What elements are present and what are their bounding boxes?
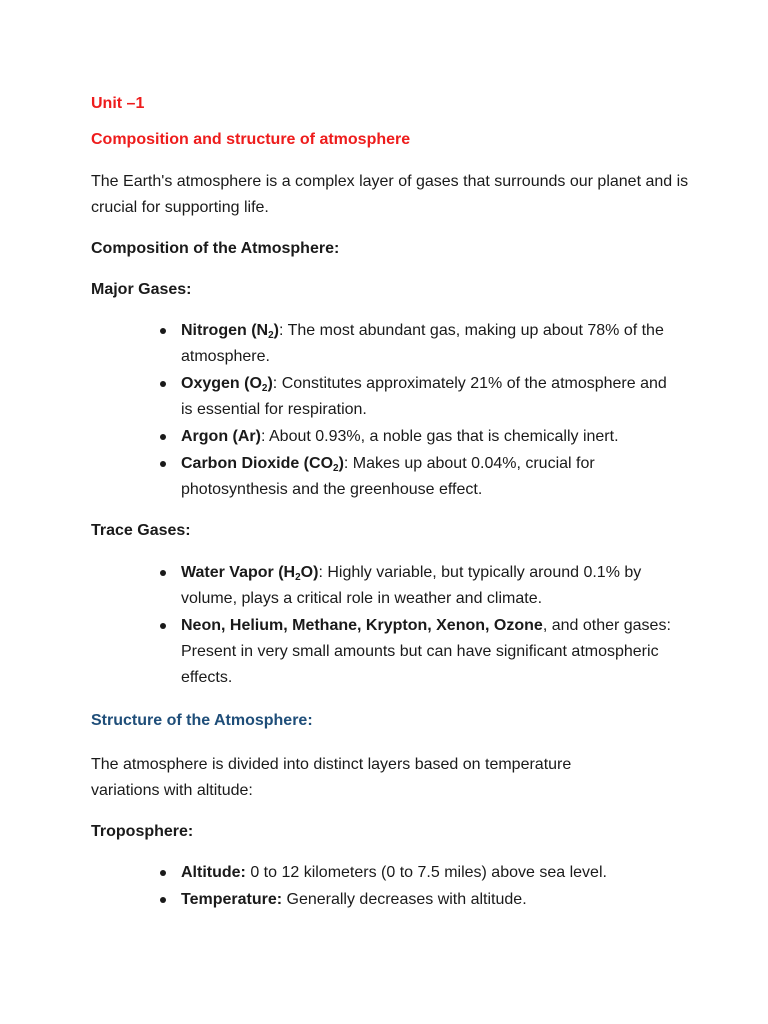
trace-gases-list bbox=[181, 560, 681, 692]
structure-heading: Structure of the Atmosphere: bbox=[91, 712, 313, 729]
list-item bbox=[181, 424, 681, 450]
gas-description: , and other gases: Present in very small amounts but can have significant atmospheric effects. bbox=[181, 617, 671, 686]
gas-description: : About 0.93%, a noble gas that is chemically inert. bbox=[260, 428, 619, 445]
property-term: Temperature: bbox=[181, 891, 283, 908]
property-description: 0 to 12 kilometers (0 to 7.5 miles) above sea level. bbox=[245, 864, 607, 881]
structure-intro-paragraph: The atmosphere is divided into distinct layers based on temperature variations with altitude: bbox=[91, 756, 572, 799]
list-item bbox=[181, 860, 681, 886]
list-item bbox=[181, 371, 681, 423]
list-item bbox=[181, 451, 681, 503]
major-gases-list bbox=[181, 318, 681, 504]
intro-paragraph: The Earth's atmosphere is a complex layer of gases that surrounds our planet and is crucial for supporting life. bbox=[91, 173, 689, 216]
unit-label: Unit –1 bbox=[91, 95, 145, 112]
gas-description: : Constitutes approximately 21% of the atmosphere and is essential for respiration. bbox=[181, 375, 667, 418]
gas-term: Carbon Dioxide $(CO_2)$ bbox=[181, 455, 344, 474]
list-item bbox=[181, 613, 681, 691]
gas-term: Oxygen $(O_2)$ bbox=[181, 375, 273, 394]
troposphere-list bbox=[181, 860, 681, 914]
gas-term: Neon, Helium, Methane, Krypton, Xenon, Ozone bbox=[181, 617, 543, 634]
property-description: Generally decreases with altitude. bbox=[282, 891, 527, 908]
gas-term: Nitrogen $(N_2)$ bbox=[181, 322, 279, 341]
major-gases-heading: Major Gases: bbox=[91, 281, 192, 298]
gas-term: Water Vapor $(H_2O)$ bbox=[181, 564, 319, 583]
list-item bbox=[181, 887, 681, 913]
gas-term: Argon (Ar) bbox=[181, 428, 261, 445]
topic-title: Composition and structure of atmosphere bbox=[91, 131, 411, 148]
composition-heading: Composition of the Atmosphere: bbox=[91, 240, 340, 257]
trace-gases-heading: Trace Gases: bbox=[91, 522, 191, 539]
property-term: Altitude: bbox=[181, 864, 246, 881]
troposphere-heading: Troposphere: bbox=[91, 823, 194, 840]
gas-description: : The most abundant gas, making up about 78% of the atmosphere. bbox=[181, 322, 664, 365]
gas-description: : Makes up about 0.04%, crucial for photosynthesis and the greenhouse effect. bbox=[181, 455, 595, 498]
list-item bbox=[181, 560, 681, 612]
gas-description: : Highly variable, but typically around 0.1% by volume, plays a critical role in weather and climate. bbox=[181, 564, 642, 607]
list-item bbox=[181, 318, 681, 370]
